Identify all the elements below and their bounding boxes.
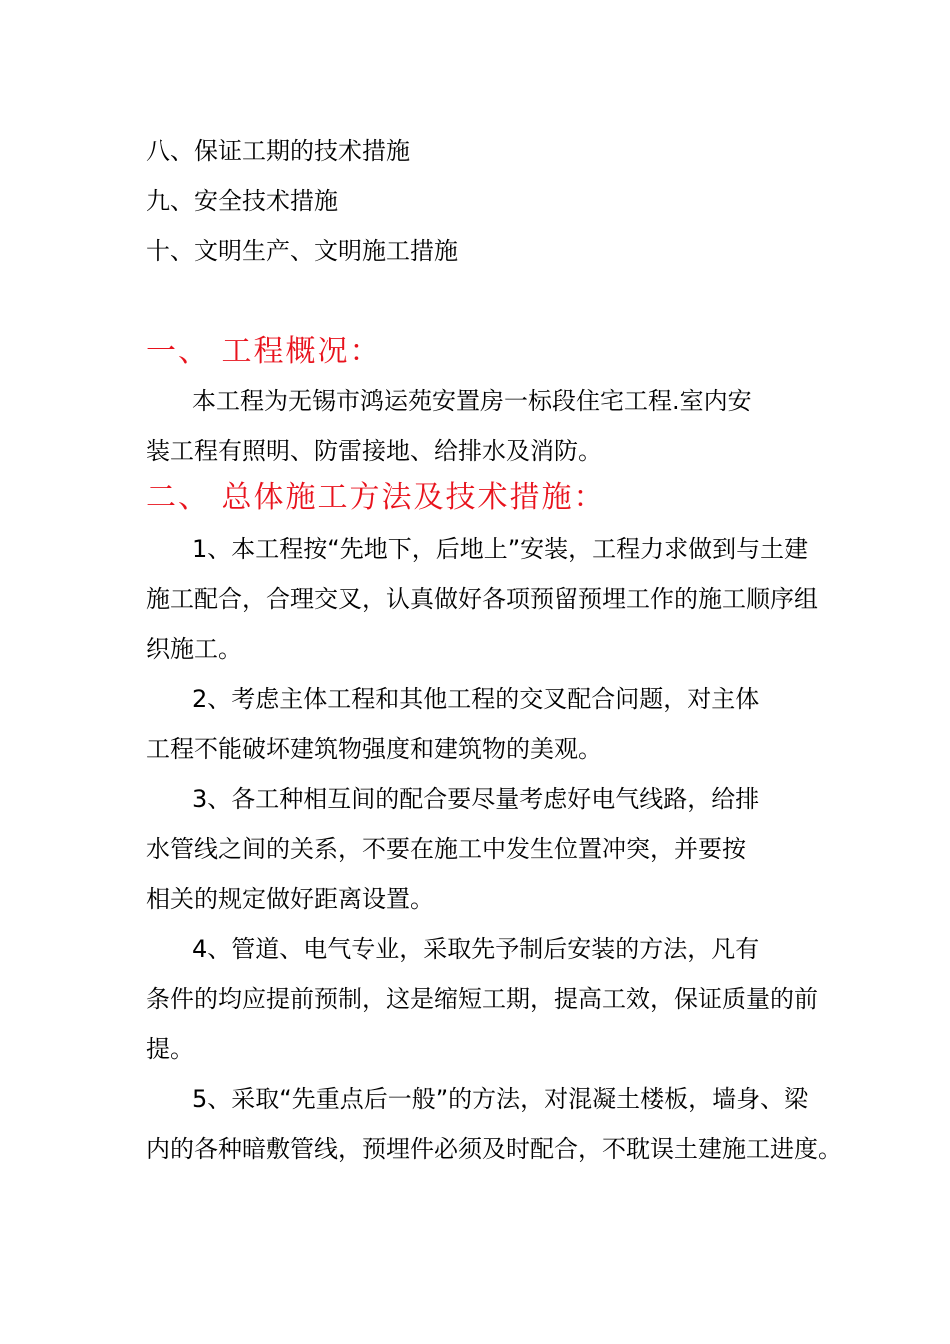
paragraph-line: 1、本工程按“先地下，后地上”安装，工程力求做到与土建 [192, 535, 809, 563]
section-2-heading: 二、 总体施工方法及技术措施： [146, 480, 606, 515]
paragraph-line: 水管线之间的关系，不要在施工中发生位置冲突，并要按 [146, 835, 746, 863]
paragraph-line: 2、考虑主体工程和其他工程的交叉配合问题，对主体 [192, 685, 760, 713]
section-2-item-1 [146, 524, 818, 674]
section-2-item-3 [146, 774, 796, 924]
paragraph-line: 5、采取“先重点后一般”的方法，对混凝土楼板，墙身、梁 [192, 1085, 809, 1113]
paragraph-line: 相关的规定做好距离设置。 [146, 885, 434, 913]
toc-item-9: 九、安全技术措施 [146, 187, 338, 215]
toc-item-8: 八、保证工期的技术措施 [146, 137, 410, 165]
paragraph-line: 条件的均应提前预制，这是缩短工期，提高工效，保证质量的前 [146, 985, 818, 1013]
section-1-heading: 一、 工程概况： [146, 334, 382, 369]
section-2-item-5 [146, 1074, 842, 1174]
paragraph-line: 提。 [146, 1035, 194, 1063]
section-2-item-2 [146, 674, 796, 774]
toc-item-10: 十、文明生产、文明施工措施 [146, 237, 458, 265]
paragraph-line: 4、管道、电气专业，采取先予制后安装的方法，凡有 [192, 935, 760, 963]
paragraph-line: 3、各工种相互间的配合要尽量考虑好电气线路，给排 [192, 785, 760, 813]
paragraph-line: 内的各种暗敷管线，预埋件必须及时配合，不耽误土建施工进度。 [146, 1135, 842, 1163]
paragraph-line: 工程不能破坏建筑物强度和建筑物的美观。 [146, 735, 602, 763]
paragraph-line: 施工配合，合理交叉，认真做好各项预留预埋工作的施工顺序组 [146, 585, 818, 613]
paragraph-line: 装工程有照明、防雷接地、给排水及消防。 [146, 437, 602, 465]
section-2-item-4 [146, 924, 818, 1074]
section-1-paragraph [146, 376, 796, 476]
paragraph-line: 本工程为无锡市鸿运苑安置房一标段住宅工程.室内安 [192, 387, 752, 415]
paragraph-line: 织施工。 [146, 635, 242, 663]
